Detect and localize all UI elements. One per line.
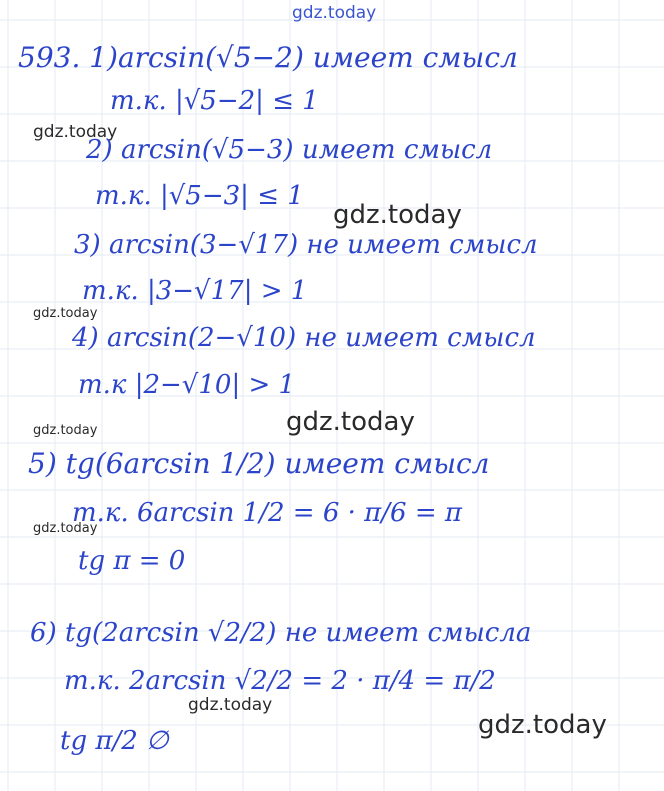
solution-line-1: 593. 1)arcsin(√5−2) имеет смысл [18,41,518,74]
watermark-small-3: gdz.today [33,423,98,438]
solution-line-6: т.к. |3−√17| > 1 [82,276,308,306]
solution-line-12: 6) tg(2arcsin √2/2) не имеет смысла [30,618,532,648]
solution-line-14: tg π/2 ∅ [60,726,169,756]
solution-line-5: 3) arcsin(3−√17) не имеет смысл [74,230,538,260]
watermark-top: gdz.today [292,3,377,23]
solution-line-7: 4) arcsin(2−√10) не имеет смысл [72,323,536,353]
solution-line-11: tg π = 0 [78,546,186,576]
solution-line-2: т.к. |√5−2| ≤ 1 [110,86,319,116]
watermark-large-2: gdz.today [286,407,415,437]
solution-line-8: т.к |2−√10| > 1 [78,370,296,400]
solution-line-10: т.к. 6arcsin 1/2 = 6 · π/6 = π [72,498,462,528]
watermark-large-3: gdz.today [478,710,607,740]
solution-line-13: т.к. 2arcsin √2/2 = 2 · π/4 = π/2 [64,666,496,696]
solution-line-3: 2) arcsin(√5−3) имеет смысл [86,135,493,165]
solution-line-4: т.к. |√5−3| ≤ 1 [95,181,304,211]
watermark-small-4: gdz.today [33,521,98,536]
solution-line-9: 5) tg(6arcsin 1/2) имеет смысл [28,447,490,480]
watermark-small-2: gdz.today [33,306,98,321]
watermark-large-1: gdz.today [333,200,462,230]
watermark-small-5: gdz.today [188,695,273,715]
watermark-small-1: gdz.today [33,122,118,142]
